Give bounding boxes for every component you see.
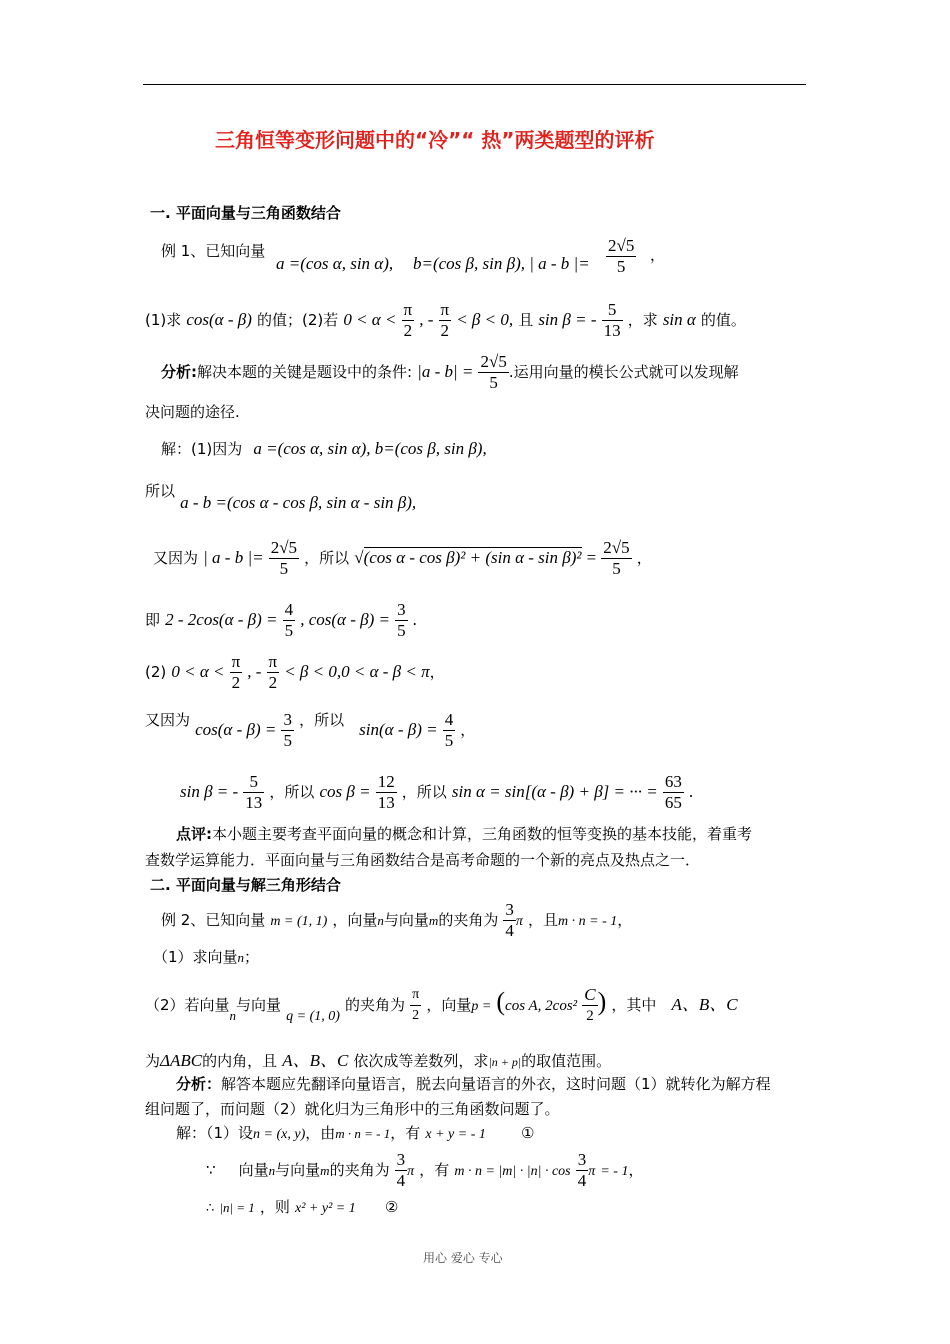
sol2-again: 又因为 (145, 711, 191, 729)
analysis2-label: 分析： (176, 1075, 222, 1093)
ex2q2-two-b: 2 (586, 1008, 594, 1024)
sol3-3: 3 (396, 1150, 406, 1169)
sol-frac-den-2: 5 (612, 559, 621, 578)
sol2-n12: 12 (377, 772, 395, 791)
q-pi-2: π (440, 300, 450, 319)
comment-line1 (176, 823, 752, 844)
solution-1-line2 (145, 480, 417, 512)
sol3-abs: |n| = 1 (219, 1200, 255, 1215)
sol-dot: . (412, 610, 417, 629)
sol3-c2: ② (384, 1198, 399, 1216)
q-sina: sin α (662, 310, 696, 329)
top-rule (143, 84, 806, 85)
solution-1-line1 (161, 438, 487, 459)
page-title: 三角恒等变形问题中的“冷”“ 热”两类题型的评析 (215, 128, 655, 152)
sol3-t3: 向量 (238, 1161, 269, 1179)
ex2-end: ， (617, 911, 633, 929)
sol3-end: ， (628, 1161, 644, 1179)
ex2q2-t2: 与向量 (236, 996, 282, 1014)
ex2-label: 例 2、已知向量 (161, 911, 266, 929)
solution-2-line1 (145, 652, 445, 693)
sol2-so-cos: ，所以 (269, 783, 315, 801)
analysis-1-line2: 决问题的途径. (145, 403, 240, 421)
sol-frac-num: 2√5 (270, 538, 298, 557)
example-1-line (161, 240, 265, 261)
ex2q2-l2b: 的内角，且 (202, 1052, 278, 1070)
sol-5b: 5 (397, 621, 406, 640)
ex2q2-pi: π (410, 985, 421, 1006)
sol2-comma: ， (429, 663, 445, 681)
sol-mod: | a - b |= (203, 548, 264, 567)
sol2-cond2: , - (247, 662, 262, 681)
sol2-cosb: cos β = (319, 782, 371, 801)
sol2-n65: 65 (664, 793, 682, 812)
analysis-label: 分析: (161, 363, 197, 381)
sol-line4b: , cos(α - β) = (300, 610, 390, 629)
analysis-frac-den: 5 (489, 373, 498, 392)
analysis-text2: .运用向量的模长公式就可以发现解 (508, 363, 739, 381)
ex2-3: 3 (505, 900, 514, 919)
sol-frac-den: 5 (279, 559, 289, 578)
sol2-two-2: 2 (268, 673, 278, 692)
q-two-2: 2 (440, 321, 450, 340)
q-part2: 的值；(2)若 (256, 311, 339, 329)
sol3-t1: ，由 (305, 1124, 336, 1142)
sol-vecs: a =(cos α, sin α), b=(cos β, sin β), (253, 439, 487, 458)
q-sinb: sin β = - (538, 310, 597, 329)
sqrt-sign: √ (354, 548, 364, 567)
section-heading-1: 一. 平面向量与三角函数结合 (150, 204, 341, 222)
ex2q2-t5: ，其中 (611, 996, 657, 1014)
solution-3-line2 (206, 1150, 643, 1191)
sol-again: 又因为 (153, 549, 199, 567)
sol2-pi-2: π (268, 652, 278, 671)
example-2-line (161, 900, 632, 941)
section-heading-2: 二. 平面向量与解三角形结合 (150, 876, 341, 894)
solution-1-line4 (145, 600, 417, 641)
ex2q2-n: n (229, 1008, 237, 1023)
sol2-label: (2) (145, 663, 167, 681)
ex2-4: 4 (505, 921, 514, 940)
sol3-nn: n (268, 1163, 276, 1178)
comment-line2: 查数学运算能力．平面向量与三角函数结合是高考命题的一个新的亮点及热点之一． (145, 851, 701, 869)
q-end: 的值。 (700, 311, 746, 329)
sol3-therefore: ∴ (206, 1200, 215, 1215)
sol2-pi: π (231, 652, 241, 671)
analysis-frac-num: 2√5 (480, 352, 507, 371)
ex2-pi: π (515, 914, 523, 929)
sol2-cos: cos(α - β) = (195, 720, 277, 739)
ex2-dot: m · n = - 1 (558, 914, 618, 929)
q-and: 且 (518, 311, 534, 329)
solution-3-line1 (176, 1122, 534, 1143)
paren-open: ( (496, 987, 506, 1016)
ex2-q1-line (153, 946, 259, 967)
ex2q2-npp: |n + p| (488, 1055, 522, 1069)
sol-4: 4 (284, 600, 294, 619)
sol2-period: . (688, 782, 694, 801)
ex2-t4: ，且 (528, 911, 559, 929)
ex2-t3: 的夹角为 (438, 911, 499, 929)
sol2-5b: 5 (444, 731, 454, 750)
ex1-fraction (606, 236, 636, 277)
ex2q2-cosA: cos A, 2cos² (505, 998, 578, 1014)
ex2-t2: 与向量 (383, 911, 429, 929)
sol-sqrt: (cos α - cos β)² + (sin α - sin β)² (363, 548, 582, 567)
sol-frac-num-2: 2√5 (603, 538, 630, 557)
sol2-comma2: ， (460, 721, 476, 739)
sol-diff: a - b =(cos α - cos β, sin α - sin β), (180, 493, 417, 512)
sol3-t5: 的夹角为 (329, 1161, 390, 1179)
solution-2-line2 (145, 710, 475, 751)
ex2q2-abc: A、B、C (671, 995, 738, 1014)
question-1-line (145, 300, 746, 341)
sol2-n63: 63 (664, 772, 682, 791)
ex2q2-l2d: 的取值范围。 (521, 1052, 612, 1070)
analysis-2-line1 (176, 1073, 771, 1094)
sol-ie: 即 (145, 611, 161, 629)
frac-num: 2√5 (608, 236, 635, 255)
sol-so2: ，所以 (304, 549, 350, 567)
ex2q2-text: （2）若向量 (145, 996, 230, 1014)
sol-eq: = (586, 548, 597, 567)
ex2q2-l2c: 依次成等差数列，求 (353, 1052, 489, 1070)
analysis-2-line2: 组问题了，而问题（2）就化归为三角形中的三角函数问题了。 (145, 1100, 560, 1118)
ex2-q2-line2 (145, 1046, 611, 1071)
sol3-label: 解：（1）设 (176, 1124, 254, 1142)
comment-text1: 本小题主要考查平面向量的概念和计算，三角函数的恒等变换的基本技能，着重考 (212, 825, 753, 843)
sol-5: 5 (284, 621, 294, 640)
sol3-3b: 3 (577, 1150, 587, 1169)
example-1-label: 例 1、已知向量 (161, 242, 266, 260)
comment-label: 点评: (176, 825, 212, 843)
sol2-5: 5 (283, 731, 292, 750)
ex2q2-t4: ，向量 (426, 996, 472, 1014)
sol3-mn: m · n = - 1 (335, 1126, 391, 1141)
frac-den: 5 (616, 257, 626, 276)
ex2q2-C: C (584, 985, 596, 1004)
page-footer: 用心 爱心 专心 (423, 1251, 503, 1265)
sol-line4: 2 - 2cos(α - β) = (165, 610, 278, 629)
sol3-eq3: x² + y² = 1 (295, 1201, 356, 1216)
ex2-m: m = (1, 1) (270, 914, 328, 929)
ex2q2-tri: ΔABC (160, 1051, 203, 1070)
q-cond2: , - (419, 310, 434, 329)
ex2q2-two: 2 (412, 1008, 420, 1023)
analysis-text1: 解决本题的关键是题设中的条件: (197, 363, 413, 381)
vector-b-def: b=(cos β, sin β), | a - b |= (413, 254, 590, 273)
sol2-4: 4 (444, 710, 454, 729)
sol2-n13b: 13 (377, 793, 395, 812)
q-part1: (1)求 (145, 311, 182, 329)
sol2-sin: sin(α - β) = (359, 720, 438, 739)
ex2q1-end: ； (244, 948, 260, 966)
q-13: 13 (603, 321, 621, 340)
ex2-t1: ，向量 (332, 911, 378, 929)
sol3-4: 4 (396, 1171, 406, 1190)
sol2-3: 3 (283, 710, 292, 729)
sol3-mn2: m · n = |m| · |n| · cos (454, 1164, 571, 1179)
sol3-pi-2: π (588, 1164, 596, 1179)
sol3-t7: ，则 (259, 1198, 290, 1216)
ex2q2-p: p = (471, 999, 492, 1014)
solution-2-line3 (180, 772, 693, 813)
ex2q2-q: q = (1, 0) (286, 1009, 340, 1024)
ex2-n: n (377, 913, 384, 928)
sol3-t4: 与向量 (275, 1161, 321, 1179)
q-two: 2 (403, 321, 413, 340)
sol-so: 所以 (145, 482, 176, 500)
q-cond: 0 < α < (343, 310, 397, 329)
q-pi: π (403, 300, 413, 319)
sol2-two: 2 (231, 673, 241, 692)
sol2-sina: sin α = sin[(α - β) + β] = ··· = (451, 782, 658, 801)
q-ask: ，求 (627, 311, 658, 329)
ex2q2-t3: 的夹角为 (345, 996, 406, 1014)
paren-close: ) (597, 987, 607, 1016)
sol3-c1: ① (520, 1124, 535, 1142)
vector-a-def: a =(cos α, sin α), (276, 254, 394, 273)
ex1-tail: ， (650, 246, 666, 264)
ex2q1-text: （1）求向量 (153, 948, 238, 966)
ex2q2-l2a: 为 (145, 1052, 161, 1070)
sol2-sinb: sin β = - (180, 782, 239, 801)
sol3-n: n = (x, y) (253, 1127, 306, 1142)
ex2q1-n: n (237, 950, 245, 965)
solution-3-line3 (206, 1196, 398, 1217)
analysis2-text1: 解答本题应先翻译向量语言，脱去向量语言的外衣，这时问题（1）就转化为解方程 (221, 1075, 771, 1093)
sol2-cond: 0 < α < (171, 662, 225, 681)
ex2-mm: m (428, 913, 439, 928)
sol3-eq2: = - 1 (600, 1164, 629, 1179)
sol3-t6: ，有 (419, 1161, 450, 1179)
analysis-1-line1 (161, 352, 739, 393)
sol3-eq: x + y = - 1 (425, 1127, 486, 1142)
sol2-cond3: < β < 0,0 < α - β < π (284, 662, 430, 681)
ex2-q2-line (145, 985, 738, 1026)
sol3-pi: π (407, 1164, 415, 1179)
q-5: 5 (602, 300, 623, 321)
sol2-so: ，所以 (299, 711, 345, 729)
sol3-mm: m (320, 1163, 330, 1178)
solution-1-line3 (153, 538, 652, 579)
sol-comma: ， (636, 549, 652, 567)
analysis-cond: |a - b| = (417, 362, 474, 381)
sol-label: 解：(1)因为 (161, 440, 243, 458)
sol3-4b: 4 (577, 1171, 587, 1190)
sol3-t2: ，有 (390, 1124, 421, 1142)
sol2-so-sin: ，所以 (401, 783, 447, 801)
sol2-n5: 5 (243, 772, 264, 793)
sol3-because: ∵ (206, 1161, 216, 1179)
ex2q2-abc2: A、B、C (282, 1051, 349, 1070)
q-cond3: < β < 0, (456, 310, 514, 329)
q-cos-expr: cos(α - β) (186, 310, 252, 329)
sol2-n13: 13 (245, 793, 263, 812)
sol-3: 3 (397, 600, 406, 619)
